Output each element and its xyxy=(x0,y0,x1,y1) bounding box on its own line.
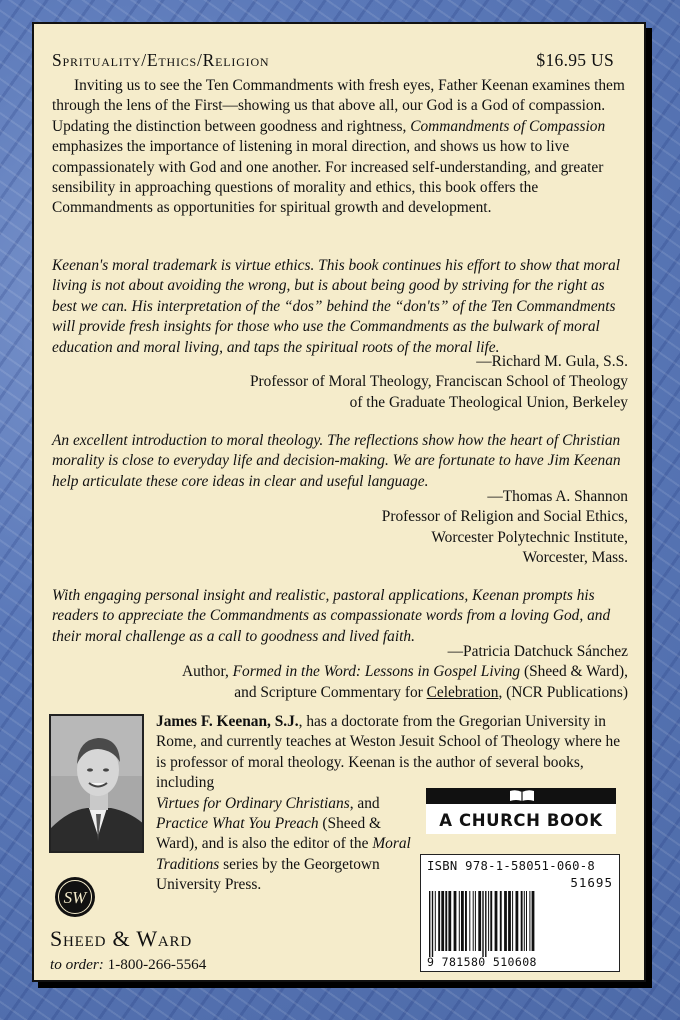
endorser-title: Professor of Moral Theology, Franciscan School of Theology xyxy=(249,373,628,391)
barcode-bar xyxy=(504,891,507,951)
series-title: Moral Traditions xyxy=(156,835,411,873)
order-label: to order: xyxy=(50,956,104,973)
logo-letters: SW xyxy=(63,888,87,907)
barcode-bar xyxy=(465,891,467,951)
bio-text-4: series by the Georgetown University Press. xyxy=(156,855,380,894)
barcode-bar xyxy=(435,891,436,951)
endorsement-attribution-3 xyxy=(182,642,628,703)
endorser-name: —Patricia Datchuck Sánchez xyxy=(447,643,628,660)
endorsement-attribution-2 xyxy=(382,487,628,569)
description-text-2: emphasizes the importance of listening in moral direction, and shows us how to live compassionately with God and one another. For increased self-understanding, and greater sensibility in approaching questions of morality and ethics, this book offers the Commandments as opportunities for spiritual growth and development. xyxy=(52,138,604,217)
commentary-publisher: , (NCR Publications) xyxy=(498,683,628,701)
barcode-bars xyxy=(427,891,615,957)
church-book-label: A CHURCH BOOK xyxy=(439,810,603,830)
celebration-title: Celebration xyxy=(426,683,499,701)
author-name: James F. Keenan, S.J. xyxy=(156,713,299,730)
ean-number: 9 781580 510608 xyxy=(427,955,537,969)
author-book-1: Virtues for Ordinary Christians xyxy=(156,794,350,812)
endorser-affiliation: Worcester Polytechnic Institute, xyxy=(431,528,628,546)
barcode-area xyxy=(420,854,620,972)
bio-text-3: (Sheed & Ward), and is also the editor of the xyxy=(156,815,381,853)
endorser-title xyxy=(182,662,628,682)
price-code: 51695 xyxy=(570,875,613,890)
barcode-bar xyxy=(524,891,525,951)
book-publisher: (Sheed & Ward), xyxy=(520,663,628,681)
barcode-bar xyxy=(459,891,460,951)
endorsement-quote-3: With engaging personal insight and realistic, pastoral applications, Keenan prompts his readers to appreciate the Commandments as compassionate words from a loving God, and their moral challenge as a call to goodness and lived faith. xyxy=(52,587,611,645)
barcode-bar xyxy=(526,891,527,951)
barcode-bar xyxy=(441,891,444,951)
order-line xyxy=(50,956,206,974)
endorser-name: —Richard M. Gula, S.S. xyxy=(476,353,628,370)
endorsement-quote-1: Keenan's moral trademark is virtue ethics. This book continues his effort to show that moral living is not about avoiding the wrong, but is about being good by striving for the right as best we can. His interpretation of the “dos” behind the “don'ts” of the Ten Commandments will provide fresh insights for those who use the Commandments as the bulwark of moral education and moral living, and taps the spiritual roots of the moral life. xyxy=(52,257,621,356)
book-description xyxy=(52,76,632,219)
order-phone: 1-800-266-5564 xyxy=(103,956,207,973)
author-photo xyxy=(49,714,144,853)
endorser-name: —Thomas A. Shannon xyxy=(487,488,628,505)
commentary-prefix: and Scripture Commentary for xyxy=(234,683,427,701)
bio-books xyxy=(156,794,424,896)
barcode-bar xyxy=(529,891,530,951)
barcode-bar xyxy=(516,891,519,951)
barcode-bar xyxy=(521,891,523,951)
book-title: Commandments of Compassion xyxy=(410,117,606,135)
barcode-bar xyxy=(475,891,476,951)
endorser-affiliation xyxy=(182,683,628,703)
barcode-bar xyxy=(432,891,433,957)
barcode-bar xyxy=(478,891,481,951)
barcode-bar xyxy=(445,891,447,951)
category-label: Sprituality/Ethics/Religion xyxy=(52,50,270,70)
role-prefix: Author, xyxy=(181,663,233,681)
price-label: $16.95 US xyxy=(536,50,614,70)
barcode-bar xyxy=(473,891,474,951)
endorser-title: Professor of Religion and Social Ethics, xyxy=(381,508,628,526)
church-book-badge xyxy=(426,788,616,834)
endorser-book: Formed in the Word: Lessons in Gospel Living xyxy=(232,663,521,681)
barcode-bar xyxy=(500,891,502,951)
barcode-bar xyxy=(448,891,451,951)
barcode-bar xyxy=(490,891,492,951)
barcode-bar xyxy=(429,891,430,957)
endorser-location: Worcester, Mass. xyxy=(522,549,628,567)
endorsement-quote-2: An excellent introduction to moral theology. The reflections show how the heart of Christian morality is close to everyday life and decision-making. We are fortunate to have Jim Keenan help articulate these core ideas in clear and useful language. xyxy=(52,432,621,490)
open-book-icon xyxy=(508,789,536,802)
barcode-bar xyxy=(508,891,511,951)
barcode-bar xyxy=(461,891,464,951)
barcode-bar xyxy=(495,891,498,951)
endorser-affiliation: of the Graduate Theological Union, Berkeley xyxy=(349,393,628,411)
barcode-bar xyxy=(485,891,486,957)
barcode-bar xyxy=(438,891,440,951)
barcode-bar xyxy=(482,891,483,957)
description-text-1: Inviting us to see the Ten Commandments with fresh eyes, Father Keenan examines them through the lens of the First—showing us that above all, our God is a God of compassion. Updating the distinction between goodness and rightness, xyxy=(52,77,625,135)
barcode-bar xyxy=(488,891,489,951)
back-cover-panel xyxy=(32,22,646,982)
endorsement-attribution-1 xyxy=(250,352,628,413)
bio-text-2: , and xyxy=(349,794,380,812)
barcode-bar xyxy=(512,891,513,951)
barcode-bar xyxy=(454,891,457,951)
barcode-bar xyxy=(469,891,470,951)
isbn-text: ISBN 978-1-58051-060-8 xyxy=(427,859,596,873)
barcode-bar xyxy=(532,891,535,951)
publisher-logo xyxy=(54,876,96,918)
bio-text-1: , has a doctorate from the Gregorian University in Rome, and currently teaches at Weston Jesuit School of Theology where he is professor of moral theology. Keenan is the author of several books, including xyxy=(156,713,621,792)
author-book-2: Practice What You Preach xyxy=(156,815,319,833)
publisher-name: Sheed & Ward xyxy=(50,926,192,951)
header-line xyxy=(52,50,614,71)
